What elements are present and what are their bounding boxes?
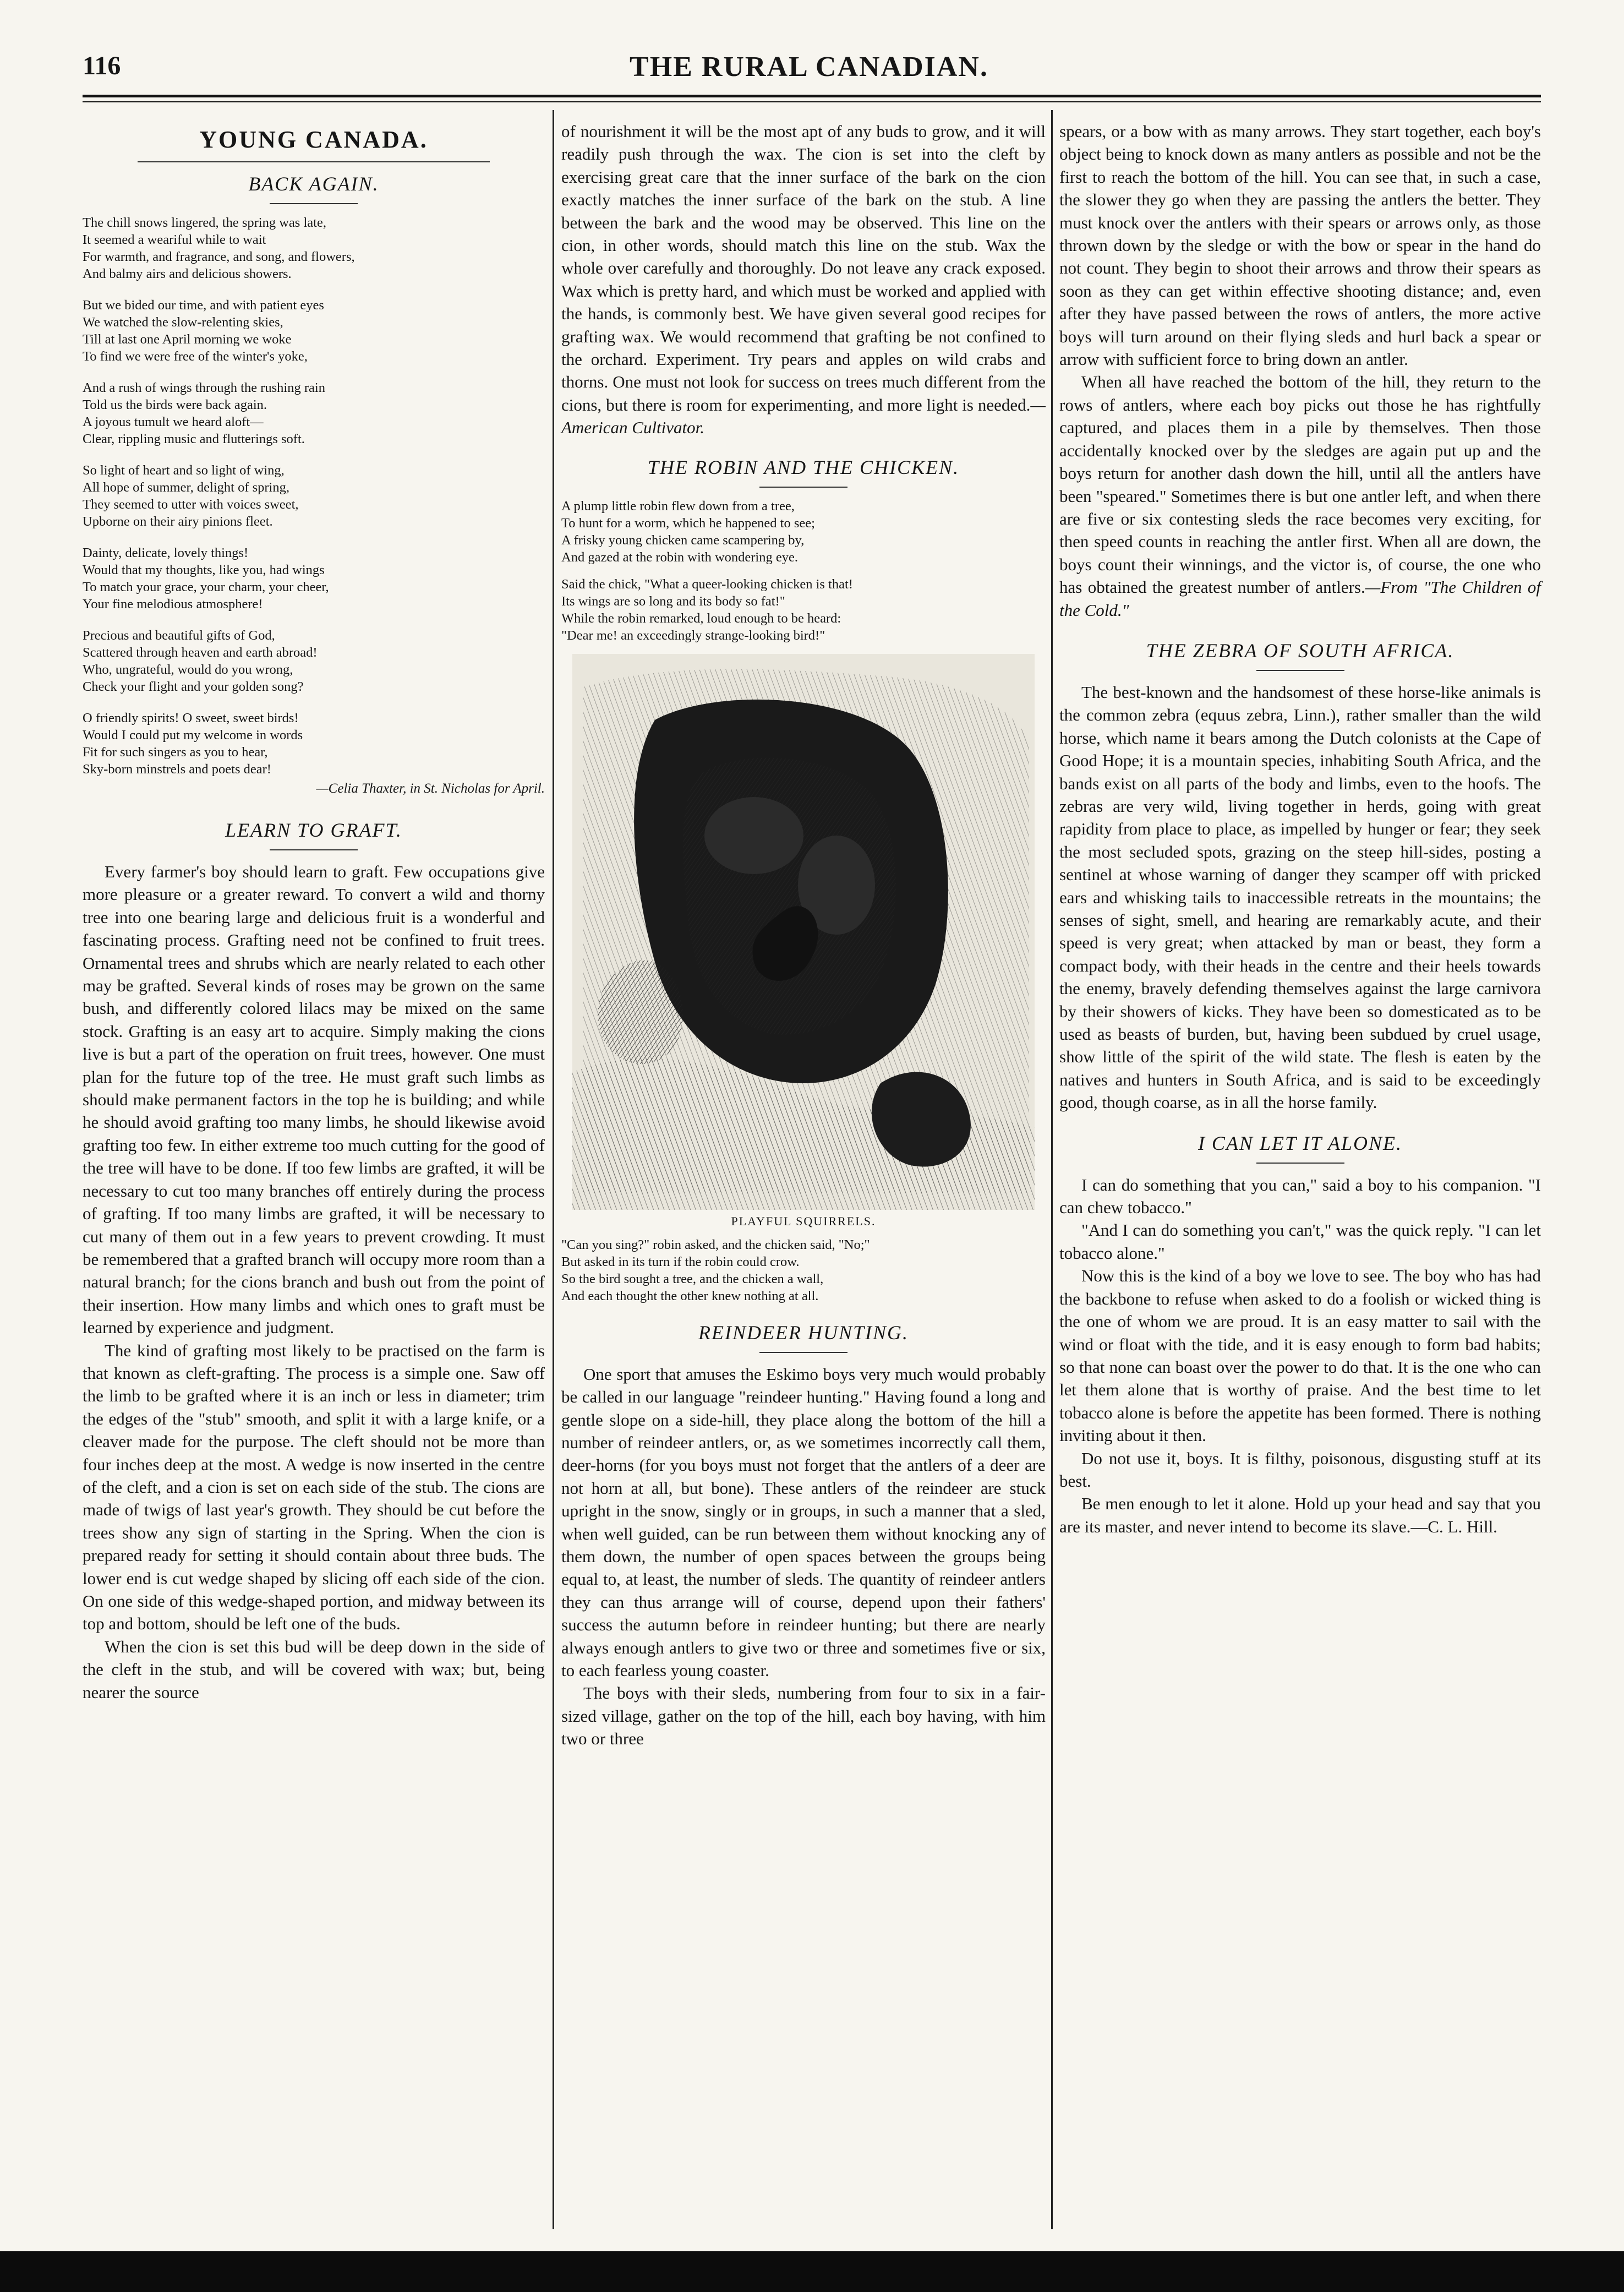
article-title-reindeer: REINDEER HUNTING. (698, 1321, 909, 1344)
poem-line: And balmy airs and delicious showers. (83, 266, 292, 281)
article-credit: —American Cultivator. (561, 395, 1046, 438)
article-paragraph: Be men enough to let it alone. Hold up your head and say that you are its master, and never intend to become its slave.—C. L. Hill. (1059, 1494, 1541, 1536)
poem-robin-chicken (561, 498, 1046, 644)
section-rule (138, 161, 490, 162)
poem-line: So the bird sought a tree, and the chicken a wall, (561, 1271, 824, 1286)
poem-line: For warmth, and fragrance, and song, and flowers, (83, 249, 355, 264)
poem-line: Fit for such singers as you to hear, (83, 745, 268, 760)
poem-line: Its wings are so long and its body so fat!" (561, 593, 785, 609)
poem-line: A joyous tumult we heard aloft— (83, 414, 264, 429)
article-credit: —From "The Children of the Cold." (1059, 577, 1541, 620)
column-2 (561, 120, 1046, 1750)
page-header (83, 51, 1535, 84)
poem-line: Would that my thoughts, like you, had wings (83, 563, 325, 577)
poem-title-rule (759, 487, 847, 488)
poem-line: But we bided our time, and with patient eyes (83, 298, 324, 313)
poem-credit: —Celia Thaxter, in St. Nicholas for April. (316, 781, 545, 796)
poem-line: A plump little robin flew down from a tree, (561, 498, 795, 514)
article-paragraph: One sport that amuses the Eskimo boys very much would probably be called in our language "reindeer hunting." Having found a long and gentle slope on a side-hill, they place along the bottom of the hill a number of reindeer antlers, or, as we sometimes incorrectly call them, deer-horns (for you boys must not forget that the antlers of a deer are not horn at all, but bone). These antlers of the reindeer are stuck upright in the snow, singly or in groups, in such a manner that a sled, when well guided, can be run between them without knocking any of them down, the number of open spaces between the groups being equal to, at least, the number of sleds. The quantity of reindeer antlers they can thus arrange will of course, depend upon their fathers' success the autumn before in reindeer hunting; but there are nearly always enough antlers to give two or three and sometimes five or six, to each fearless young coaster. (561, 1364, 1046, 1680)
title-rule (270, 849, 358, 850)
article-paragraph (1059, 370, 1541, 621)
poem-line: O friendly spirits! O sweet, sweet birds! (83, 711, 299, 725)
poem-line: "Can you sing?" robin asked, and the chicken said, "No;" (561, 1237, 870, 1252)
page-number: 116 (83, 51, 121, 80)
poem-line: And each thought the other knew nothing at all. (561, 1288, 819, 1303)
poem-line: A frisky young chicken came scampering by, (561, 532, 805, 548)
article-text: When all have reached the bottom of the hill, they return to the rows of antlers, where each boy picks out those he has rightfully captured, and places them in a pile by themselves. Then those accidentally knocked over by the sledges are again put up and the boys return for another dash down the hill, until all the antlers have been "speared." Sometimes there is but one antler left, and when there are five or six contesting sleds the race becomes very exciting, for then speed counts in reaching the antler first. When all are down, the boys count their winnings, and the victor is, of course, the one who has obtained the greatest number of antlers. (1059, 372, 1541, 597)
poem-line: Clear, rippling music and flutterings soft. (83, 432, 305, 446)
poem-stanza (83, 379, 545, 448)
squirrel-engraving-image (572, 654, 1035, 1210)
poem-stanza (83, 462, 545, 530)
article-title-zebra: THE ZEBRA OF SOUTH AFRICA. (1146, 639, 1455, 662)
poem-line: All hope of summer, delight of spring, (83, 480, 289, 495)
poem-stanza (83, 544, 545, 613)
article-title-graft: LEARN TO GRAFT. (225, 819, 402, 841)
poem-robin-chicken-end (561, 1236, 1046, 1305)
poem-line: While the robin remarked, loud enough to be heard: (561, 610, 841, 626)
squirrel-illustration (572, 654, 1035, 1210)
header-rule-thin (83, 101, 1541, 102)
poem-line: And gazed at the robin with wondering eye. (561, 549, 798, 565)
poem-line: Dainty, delicate, lovely things! (83, 545, 249, 560)
section-title: YOUNG CANADA. (199, 126, 428, 153)
article-paragraph: The boys with their sleds, numbering from four to six in a fair-sized village, gather on the top of the hill, each boy having, with him two or three (561, 1683, 1046, 1749)
poem-line: It seemed a weariful while to wait (83, 232, 266, 247)
poem-line: They seemed to utter with voices sweet, (83, 497, 299, 512)
column-1 (83, 120, 545, 1704)
poem-line: Your fine melodious atmosphere! (83, 597, 263, 612)
poem-line: Scattered through heaven and earth abroad! (83, 645, 318, 660)
poem-line: To hunt for a worm, which he happened to see; (561, 515, 815, 531)
article-text: of nourishment it will be the most apt of any buds to grow, and it will readily push through the wax. The cion is set into the cleft by exercising great care that the inner surface of the bark on the cion exactly matches the inner surface of the bark on the stub. A line between the bark and the wood may be observed. This line on the cion, in other words, should match this line on the stub. Wax the whole over carefully and thoroughly. Do not leave any crack exposed. Wax which is pretty hard, and which must be worked and applied with the hands, is commonly best. We have given several good recipes for grafting wax. We would recommend that grafting be not confined to the orchard. Experiment. Try pears and apples on wild crabs and thorns. One must not look for success on trees much different from the cions, but there is room for experimenting, and more light is needed. (561, 122, 1046, 414)
article-paragraph: "And I can do something you can't," was the quick reply. "I can let tobacco alone." (1059, 1220, 1541, 1263)
poem-line: The chill snows lingered, the spring was late, (83, 215, 326, 230)
article-paragraph (561, 120, 1046, 439)
poem-line: "Dear me! an exceedingly strange-looking bird!" (561, 627, 825, 643)
poem-line: So light of heart and so light of wing, (83, 463, 285, 478)
header-rule-thick (83, 95, 1541, 97)
column-divider-1 (553, 110, 554, 2229)
title-rule (1256, 1163, 1344, 1164)
poem-line: And a rush of wings through the rushing rain (83, 380, 325, 395)
poem-line: To find we were free of the winter's yoke, (83, 349, 308, 364)
poem-line: We watched the slow-relenting skies, (83, 315, 283, 330)
poem-stanza (83, 297, 545, 365)
article-paragraph: spears, or a bow with as many arrows. They start together, each boy's object being to knock down as many antlers as possible and not be the first to reach the bottom of the hill. You can see that, in such a case, the slower they go when they are passing the antlers the better. They must knock over the antlers with their spears or arrows only, as those thrown down by the sledge or with the bow or spear in the hand do not count. They begin to shoot their arrows and throw their spears as soon as they can get within effective shooting distance; and, even after they have passed between the rows of antlers, the more active boys will turn around on their flying sleds and hurl back a spear or arrow with sufficient force to bring down an antler. (1059, 122, 1541, 369)
poem-line: Said the chick, "What a queer-looking chicken is that! (561, 576, 853, 592)
poem-line: Till at last one April morning we woke (83, 332, 292, 347)
poem-line: Who, ungrateful, would do you wrong, (83, 662, 293, 677)
article-paragraph: Every farmer's boy should learn to graft. Few occupations give more pleasure or a greater reward. To convert a wild and thorny tree into one bearing large and delicious fruit is a wonderful and fascinating process. Grafting need not be confined to fruit trees. Ornamental trees and shrubs which are nearly related to each other may be grafted. Several kinds of roses may be grown on the same bush, and differently colored lilacs may be mixed on the same stock. Grafting is an easy art to acquire. Simply making the cions live is but a part of the operation on fruit trees, however. One must plan for the future top of the tree. He must graft such limbs as should make permanent factors in the top he is building; and while he should avoid grafting too many limbs, he should likewise avoid grafting too few. In either extreme too much cutting for the good of the tree will have to be done. If too few limbs are grafted, it will be necessary to cut too many branches off entirely during the process of grafting. If too many limbs are grafted, it will be necessary to cut many of them out in a few years to prevent crowding. It must be remembered that a grafted branch will occupy more room than a natural branch; for the cions branch and bush out from the point of their insertion. How many limbs and which ones to graft must be learned by experience and judgment. (83, 862, 545, 1338)
poem-back-again (83, 214, 545, 796)
poem-line: Check your flight and your golden song? (83, 679, 304, 694)
column-divider-2 (1051, 110, 1053, 2229)
newspaper-title: THE RURAL CANADIAN. (630, 51, 988, 83)
poem-stanza (83, 710, 545, 778)
poem-line: But asked in its turn if the robin could crow. (561, 1254, 800, 1269)
illustration-caption: PLAYFUL SQUIRRELS. (731, 1214, 876, 1228)
article-paragraph: I can do something that you can," said a boy to his companion. "I can chew tobacco." (1059, 1175, 1541, 1218)
title-rule (1256, 670, 1344, 671)
poem-title: BACK AGAIN. (248, 173, 379, 195)
poem-title: THE ROBIN AND THE CHICKEN. (647, 456, 960, 478)
poem-stanza (83, 214, 545, 282)
article-paragraph: When the cion is set this bud will be deep down in the side of the cleft in the stub, and will be covered with wax; but, being nearer the source (83, 1636, 545, 1702)
scan-bottom-edge (0, 2251, 1624, 2292)
poem-line: Upborne on their airy pinions fleet. (83, 514, 273, 529)
poem-line: Told us the birds were back again. (83, 397, 267, 412)
article-paragraph: The kind of grafting most likely to be practised on the farm is that known as cleft-grafting. The process is a simple one. Saw off the limb to be grafted where it is an inch or less in diameter; trim the edges of the "stub" smooth, and split it with a large knife, or a cleaver made for the purpose. The cleft should not be more than four inches deep at the most. A wedge is now inserted in the centre of the cleft, and a cion is set on each side of the stub. The cions are made of twigs of last year's growth. They should be cut before the trees show any sign of starting in the Spring. When the cion is prepared ready for setting it should contain about three buds. The lower end is cut wedge shaped by slicing off each side of the cion. On one side of this wedge-shaped portion, and midway between its top and bottom, should be left one of the buds. (83, 1340, 545, 1634)
poem-stanza (561, 498, 1046, 566)
title-rule (759, 1352, 847, 1353)
poem-stanza (561, 576, 1046, 644)
article-paragraph: Do not use it, boys. It is filthy, poisonous, disgusting stuff at its best. (1059, 1448, 1541, 1491)
poem-stanza (83, 627, 545, 695)
column-3 (1059, 120, 1541, 1538)
article-paragraph: The best-known and the handsomest of these horse-like animals is the common zebra (equus zebra, Linn.), rather smaller than the wild horse, which name it bears among the Dutch colonists at the Cape of Good Hope; it is a mountain species, inhabiting South Africa, and the bands exist on all parts of the body and limbs, even to the hoofs. The zebras are very wild, living together in herds, going with great rapidity from place to place, as impelled by hunger or fear; they seek the most secluded spots, grazing on the steep hill-sides, posting a sentinel at whose warning of danger they scamper off with pricked ears and whisking tails to inaccessible retreats in the mountains; the senses of sight, smell, and hearing are remarkably acute, and their speed is very great; when attacked by man or beast, they form a compact body, with their heads in the centre and their heels towards the enemy, bravely defending themselves against the large carnivora by their showers of kicks. They have been so domesticated as to be used as beasts of burden, but, having been subdued by cruel usage, show little of the spirit of the wild state. The flesh is eaten by the natives and hunters in South Africa, and is said to be exceedingly good, though coarse, as in all the horse family. (1059, 682, 1541, 1112)
poem-line: Precious and beautiful gifts of God, (83, 628, 275, 643)
article-paragraph: Now this is the kind of a boy we love to see. The boy who has had the backbone to refuse when asked to do a foolish or wicked thing is the one of whom we are proud. It is an easy matter to sail with the wind or float with the tide, and it is easy enough to form bad habits; so that none can boast over the power to do that. It is the one who can let them alone that is worthy of praise. And the best time to let tobacco alone is before the appetite has been formed. There is nothing inviting about it then. (1059, 1266, 1541, 1445)
poem-line: Would I could put my welcome in words (83, 728, 303, 743)
poem-title-rule (270, 203, 358, 204)
poem-line: To match your grace, your charm, your cheer, (83, 580, 329, 594)
article-title-alone: I CAN LET IT ALONE. (1198, 1132, 1403, 1154)
poem-line: Sky-born minstrels and poets dear! (83, 762, 271, 777)
